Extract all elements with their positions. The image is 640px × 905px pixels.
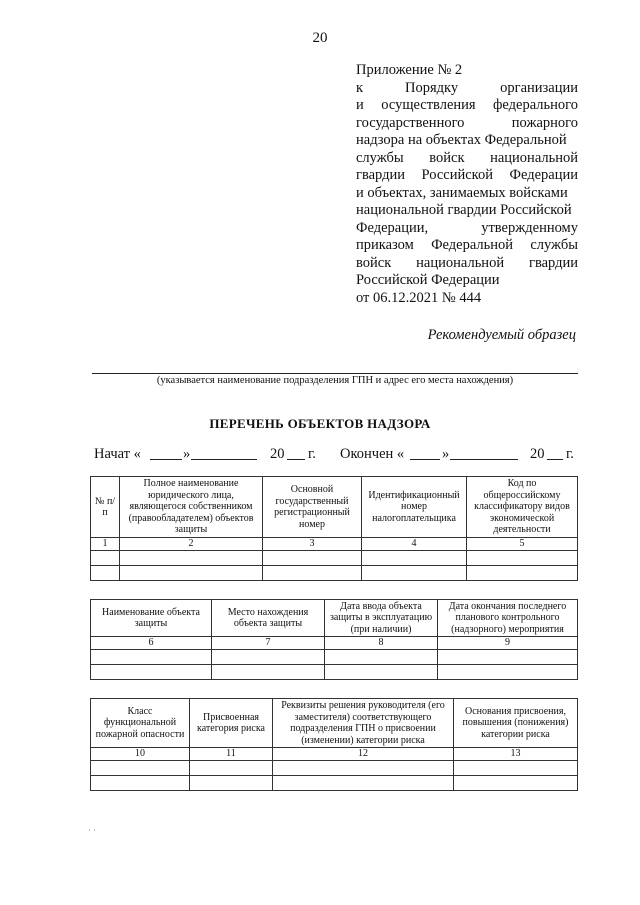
quote-close: » xyxy=(442,446,450,462)
started-label: Начат « xyxy=(94,446,141,462)
appendix-line: и объектах, занимаемых войсками xyxy=(356,184,568,201)
column-number: 4 xyxy=(362,538,467,551)
header-cell: Присвоенная категория риска xyxy=(190,699,273,748)
header-cell: Идентификационный номер налогоплательщика xyxy=(362,477,467,538)
column-number: 1 xyxy=(91,538,120,551)
objects-table-1 xyxy=(90,476,578,581)
appendix-date: от 06.12.2021 № 444 xyxy=(356,289,482,306)
header-cell: Код по общероссийскому классификатору видов экономической деятельности xyxy=(467,477,578,538)
table-row xyxy=(91,760,578,775)
appendix-line: к Порядку организации xyxy=(356,79,578,96)
header-cell: Дата окончания последнего планового контрольного (надзорного) мероприятия xyxy=(438,600,578,637)
header-cell: Класс функциональной пожарной опасности xyxy=(91,699,190,748)
year-suffix: г. xyxy=(566,446,574,462)
column-number: 11 xyxy=(190,748,273,761)
column-number: 6 xyxy=(91,637,212,650)
ended-label: Окончен « xyxy=(340,446,405,462)
appendix-block xyxy=(356,62,578,307)
header-cell: Наименование объекта защиты xyxy=(91,600,212,637)
page-number: 20 xyxy=(312,30,328,46)
column-number: 10 xyxy=(91,748,190,761)
appendix-line: и осуществления федерального xyxy=(356,97,578,113)
year-prefix: 20 xyxy=(270,446,285,462)
quote-close: » xyxy=(183,446,191,462)
column-number: 13 xyxy=(454,748,578,761)
header-cell: Реквизиты решения руководителя (его заместителя) соответствующего подразделения ГПН о присвоении (изменении) категории риска xyxy=(273,699,454,748)
appendix-line: войск национальной гвардии xyxy=(356,254,578,271)
appendix-line: гвардии Российской Федерации xyxy=(356,167,578,183)
column-number: 5 xyxy=(467,538,578,551)
header-cell: Основания присвоения, повышения (понижения) категории риска xyxy=(454,699,578,748)
objects-table-3 xyxy=(90,698,578,791)
column-number: 12 xyxy=(273,748,454,761)
header-cell: № п/п xyxy=(91,477,120,538)
year-prefix: 20 xyxy=(530,446,545,462)
header-cell: Основной государственный регистрационный номер xyxy=(263,477,362,538)
sample-label: Рекомендуемый образец xyxy=(427,327,576,343)
appendix-line: государственного пожарного xyxy=(356,114,578,131)
header-cell: Полное наименование юридического лица, являющегося собственником (правообладателем) объектов защиты xyxy=(120,477,263,538)
table-row xyxy=(91,664,578,679)
column-number: 9 xyxy=(438,637,578,650)
table-row xyxy=(91,565,578,580)
unit-caption: (указывается наименование подразделения ГПН и адрес его места нахождения) xyxy=(156,375,514,386)
appendix-line: надзора на объектах Федеральной xyxy=(356,132,567,148)
appendix-line: Приложение № 2 xyxy=(356,62,463,78)
column-number: 8 xyxy=(325,637,438,650)
table-row xyxy=(91,550,578,565)
unit-name-line xyxy=(92,373,578,374)
scan-artifact: ˙ ˙ xyxy=(88,828,97,838)
appendix-line: Федерации, утвержденному xyxy=(356,219,578,236)
year-suffix: г. xyxy=(308,446,316,462)
header-cell: Дата ввода объекта защиты в эксплуатацию (при наличии) xyxy=(325,600,438,637)
table-row xyxy=(91,649,578,664)
appendix-line: службы войск национальной xyxy=(356,149,578,166)
header-cell: Место нахождения объекта защиты xyxy=(212,600,325,637)
appendix-line: национальной гвардии Российской xyxy=(356,202,572,218)
document-title: ПЕРЕЧЕНЬ ОБЪЕКТОВ НАДЗОРА xyxy=(209,416,431,431)
column-number: 2 xyxy=(120,538,263,551)
objects-table-2 xyxy=(90,599,578,680)
appendix-line: Российской Федерации xyxy=(356,272,500,288)
column-number: 3 xyxy=(263,538,362,551)
appendix-line: приказом Федеральной службы xyxy=(356,237,578,253)
column-number: 7 xyxy=(212,637,325,650)
table-row xyxy=(91,775,578,790)
